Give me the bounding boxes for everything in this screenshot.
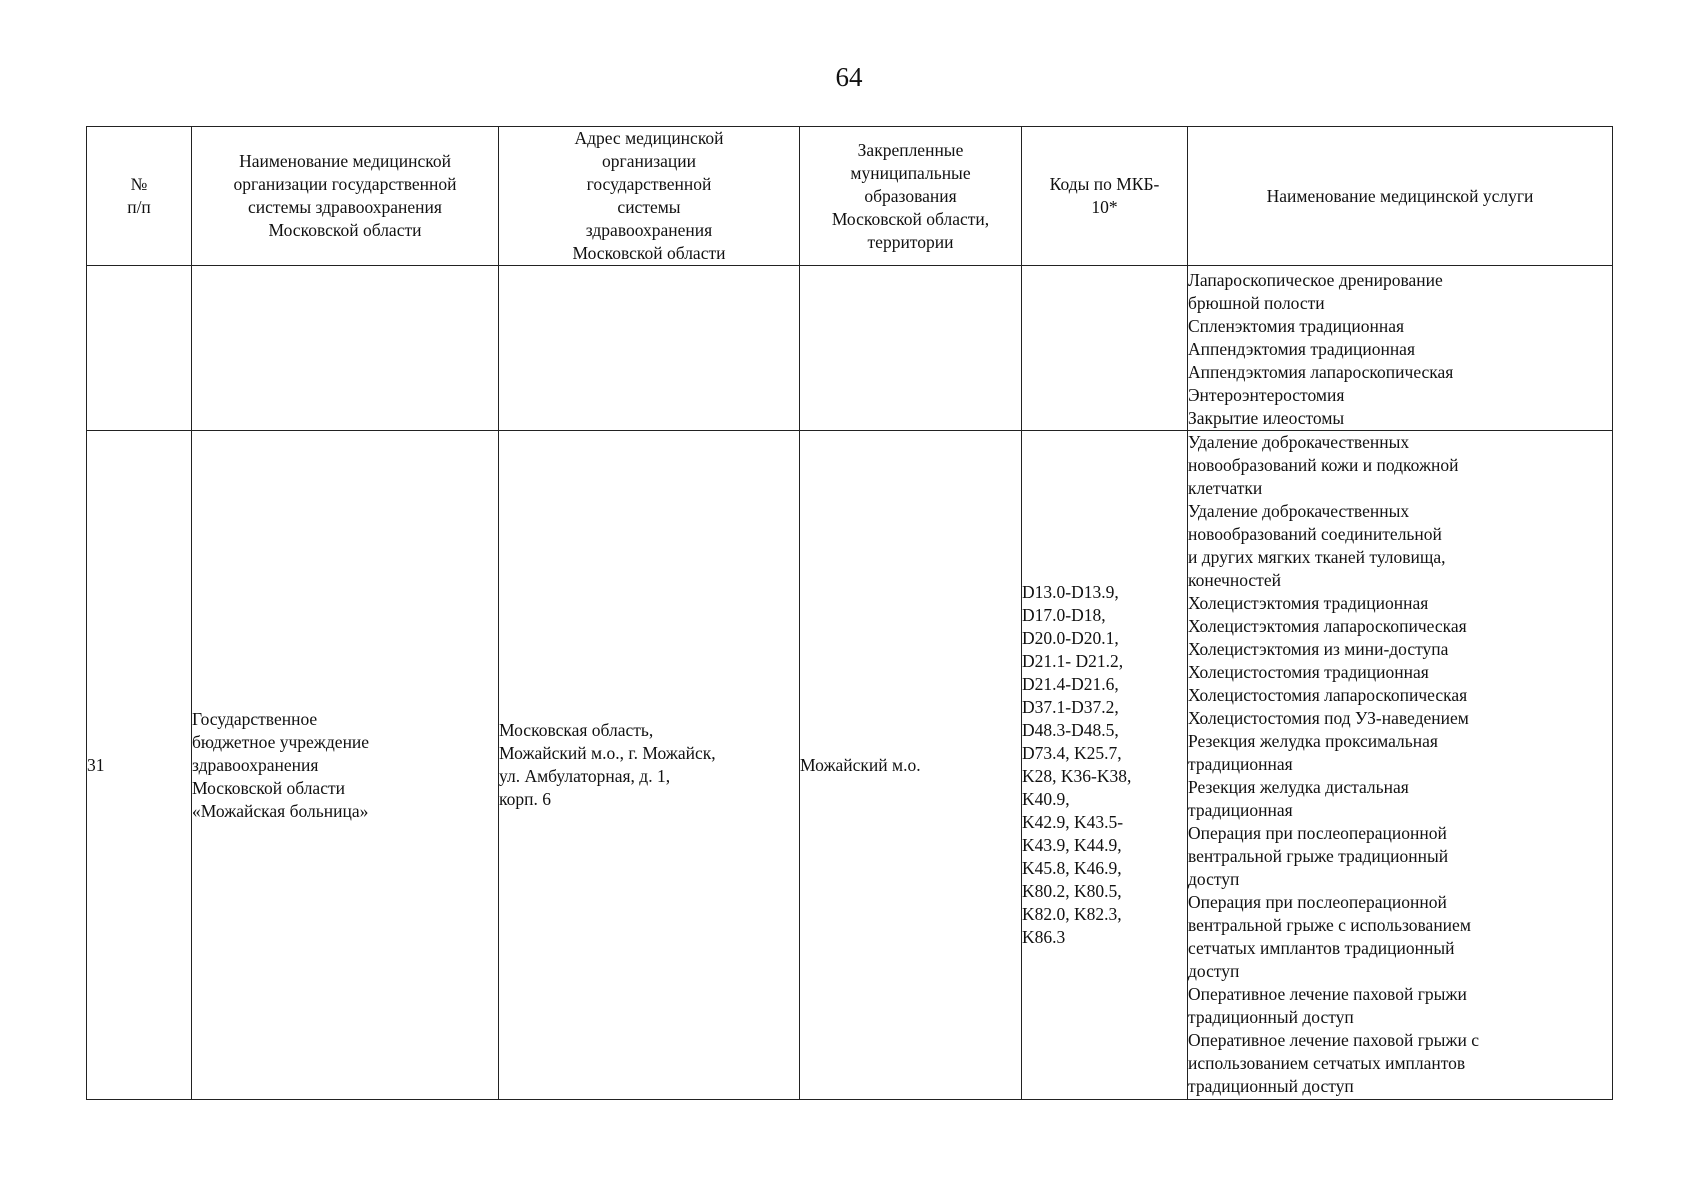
cell-address (499, 266, 800, 431)
cell-services: Лапароскопическое дренирование брюшной полости Спленэктомия традиционная Аппендэктомия традиционная Аппендэктомия лапароскопическая Энтероэнтеростомия Закрытие илеостомы (1188, 266, 1613, 431)
table-row-continuation (87, 266, 1613, 431)
cell-number (87, 266, 192, 431)
header-number: № п/п (87, 127, 192, 266)
header-address: Адрес медицинской организации государственной системы здравоохранения Московской области (499, 127, 800, 266)
page-number: 64 (835, 62, 863, 92)
cell-icd-codes: D13.0-D13.9, D17.0-D18, D20.0-D20.1, D21.1- D21.2, D21.4-D21.6, D37.1-D37.2, D48.3-D48.5, D73.4, K25.7, K28, K36-K38, K40.9, K42.9, K43.5- K43.9, K44.9, K45.8, K46.9, K80.2, K80.5, K82.0, K82.3, K86.3 (1022, 431, 1188, 1100)
header-organization: Наименование медицинской организации государственной системы здравоохранения Московской области (192, 127, 499, 266)
header-medical-service: Наименование медицинской услуги (1188, 127, 1613, 266)
cell-organization: Государственное бюджетное учреждение здравоохранения Московской области «Можайская больница» (192, 431, 499, 1100)
header-territories: Закрепленные муниципальные образования Московской области, территории (800, 127, 1022, 266)
cell-organization (192, 266, 499, 431)
cell-services: Удаление доброкачественных новообразований кожи и подкожной клетчатки Удаление доброкачественных новообразований соединительной и других мягких тканей туловища, конечностей Холецистэктомия традиционная Холецистэктомия лапароскопическая Холецистэктомия из мини-доступа Холецистостомия традиционная Холецистостомия лапароскопическая Холецистостомия под УЗ-наведением Резекция желудка проксимальная традиционная Резекция желудка дистальная традиционная Операция при послеоперационной вентральной грыже традиционный доступ Операция при послеоперационной вентральной грыже с использованием сетчатых имплантов традиционный доступ Оперативное лечение паховой грыжи традиционный доступ Оперативное лечение паховой грыжи с использованием сетчатых имплантов традиционный доступ (1188, 431, 1613, 1100)
cell-number: 31 (87, 431, 192, 1100)
cell-territories: Можайский м.о. (800, 431, 1022, 1100)
table-header-row (87, 127, 1613, 266)
header-icd-codes: Коды по МКБ- 10* (1022, 127, 1188, 266)
cell-icd-codes (1022, 266, 1188, 431)
cell-territories (800, 266, 1022, 431)
cell-address: Московская область, Можайский м.о., г. Можайск, ул. Амбулаторная, д. 1, корп. 6 (499, 431, 800, 1100)
medical-services-table (86, 126, 1613, 1100)
table-row-31 (87, 431, 1613, 1100)
